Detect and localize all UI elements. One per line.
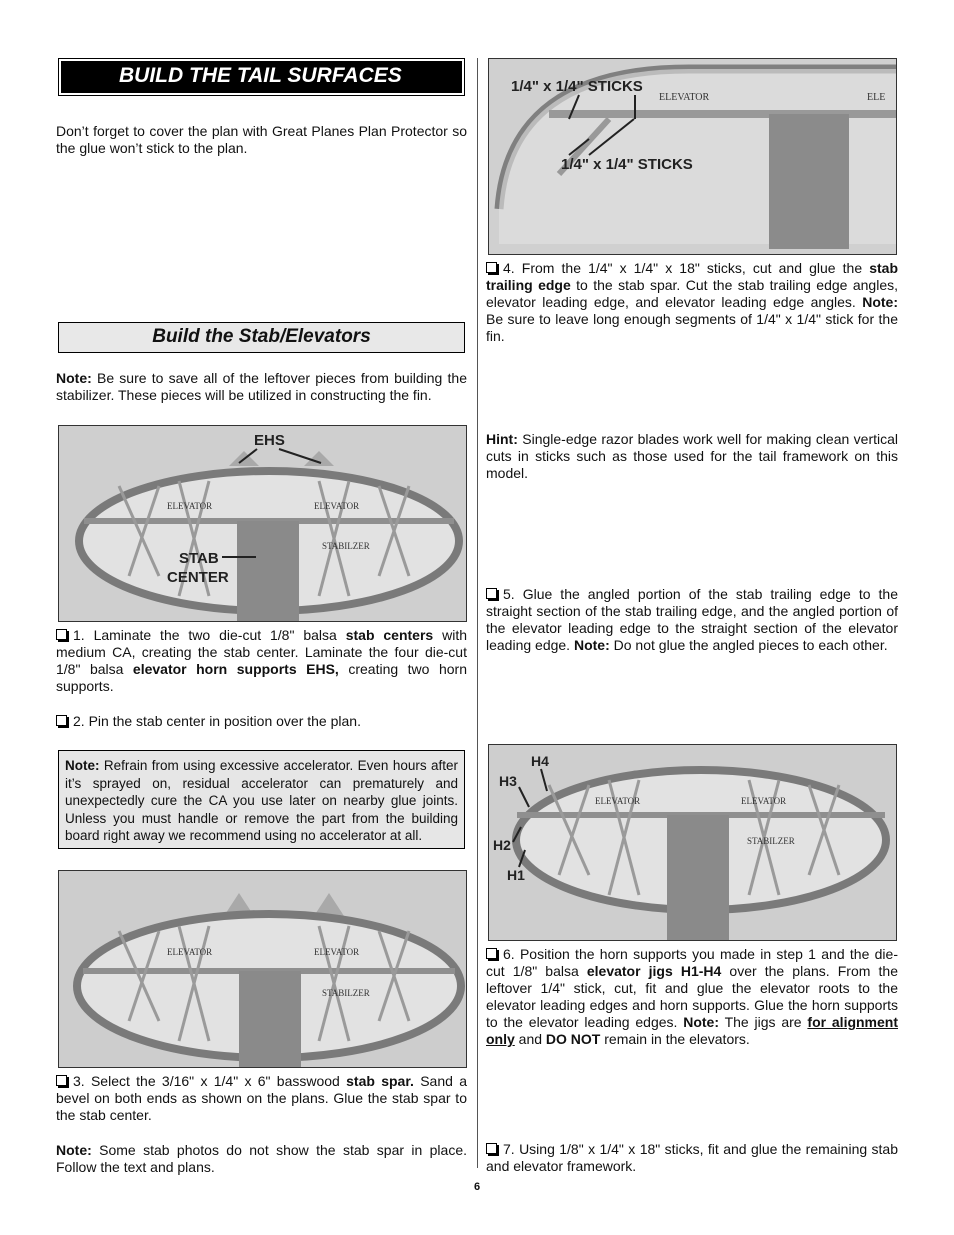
- sticks-label-top: 1/4" x 1/4" STICKS: [511, 78, 643, 95]
- h1-label: H1: [507, 867, 525, 883]
- photo-stab-pinned: [58, 870, 467, 1068]
- hint: Hint: Single-edge razor blades work well for making clean vertical cuts in sticks such as those used for the tail framework on this model.: [486, 431, 898, 481]
- photo1-stabilizer: STABILZER: [322, 541, 370, 551]
- step-1: 1. Laminate the two die-cut 1/8" balsa stab centers with medium CA, creating the stab center. Laminate the four die-cut 1/8" balsa elevator horn supports EHS, creating two horn supports.: [56, 627, 467, 694]
- step-4: 4. From the 1/4" x 1/4" x 18" sticks, cut and glue the stab trailing edge to the stab spar. Cut the stab trailing edge angles, elevator leading edge, and elevator leading edge angles. Note: Be sure to leave long enough segments of 1/4" x 1/4" stick for the fin.: [486, 260, 898, 344]
- checkbox-icon[interactable]: [486, 262, 497, 273]
- photo1-elevator-right: ELEVATOR: [314, 501, 360, 511]
- page-number: 6: [473, 1181, 481, 1193]
- checkbox-icon[interactable]: [486, 948, 497, 959]
- photo-sticks: [488, 58, 897, 255]
- h4-label: H4: [531, 753, 549, 769]
- stab-label: STAB: [179, 550, 219, 567]
- section-heading: BUILD THE TAIL SURFACES: [61, 61, 462, 93]
- photo1-elevator-left: ELEVATOR: [167, 501, 213, 511]
- step-3: 3. Select the 3/16" x 1/4" x 6" basswood stab spar. Sand a bevel on both ends as shown on the plans. Glue the stab spar to the stab center.: [56, 1073, 467, 1123]
- step-5: 5. Glue the angled portion of the stab trailing edge to the straight section of the stab trailing edge, and the angled portion of the elevator leading edge to the straight section of the elevator leading edge. Note: Do not glue the angled pieces to each other.: [486, 586, 898, 653]
- intro-text: Don’t forget to cover the plan with Great Planes Plan Protector so the glue won’t stick to the plan.: [56, 123, 467, 156]
- checkbox-icon[interactable]: [56, 1075, 67, 1086]
- step-7: 7. Using 1/8" x 1/4" x 18" sticks, fit and glue the remaining stab and elevator framework.: [486, 1141, 898, 1174]
- photo4-stabilizer: STABILZER: [747, 836, 795, 846]
- note-save-leftovers: Note: Be sure to save all of the leftover pieces from building the stabilizer. These pieces will be utilized in constructing the fin.: [56, 370, 467, 403]
- step-2: 2. Pin the stab center in position over the plan.: [56, 713, 467, 730]
- photo3-elevator-edge: ELE: [867, 92, 886, 103]
- photo-elevator-jigs: [488, 744, 897, 941]
- photo2-elevator-right: ELEVATOR: [314, 947, 360, 957]
- note-photos: Note: Some stab photos do not show the stab spar in place. Follow the text and plans.: [56, 1142, 467, 1175]
- note-accelerator: Note: Refrain from using excessive accelerator. Even hours after it’s sprayed on, residual accelerator can prematurely and unexpectedly cure the CA you use later on nearby glue joints. Unless you must handle or remove the part from the building board right away we recommend using no accelerator at all.: [58, 750, 465, 849]
- step-6: 6. Position the horn supports you made in step 1 and the die-cut 1/8" balsa elevator jigs H1-H4 over the plans. From the leftover 1/4" stick, cut, fit and glue the elevator roots to the elevator leading edges and horn supports. Glue the horn supports to the elevator leading edges. Note: The jigs are for alignment only and DO NOT remain in the elevators.: [486, 946, 899, 1047]
- ehs-label: EHS: [254, 432, 285, 449]
- sticks-label-bottom: 1/4" x 1/4" STICKS: [561, 156, 693, 173]
- subsection-heading: Build the Stab/Elevators: [58, 322, 465, 353]
- section-heading-box: [58, 58, 465, 96]
- center-label: CENTER: [167, 569, 229, 586]
- checkbox-icon[interactable]: [56, 629, 67, 640]
- photo4-elevator-right: ELEVATOR: [741, 796, 787, 806]
- h3-label: H3: [499, 773, 517, 789]
- h2-label: H2: [493, 837, 511, 853]
- photo3-elevator: ELEVATOR: [659, 92, 710, 103]
- photo2-elevator-left: ELEVATOR: [167, 947, 213, 957]
- checkbox-icon[interactable]: [486, 1143, 497, 1154]
- checkbox-icon[interactable]: [56, 715, 67, 726]
- photo-stab-center: [58, 425, 467, 622]
- photo4-elevator-left: ELEVATOR: [595, 796, 641, 806]
- photo2-stabilizer: STABILZER: [322, 988, 370, 998]
- column-divider: [477, 58, 478, 1168]
- checkbox-icon[interactable]: [486, 588, 497, 599]
